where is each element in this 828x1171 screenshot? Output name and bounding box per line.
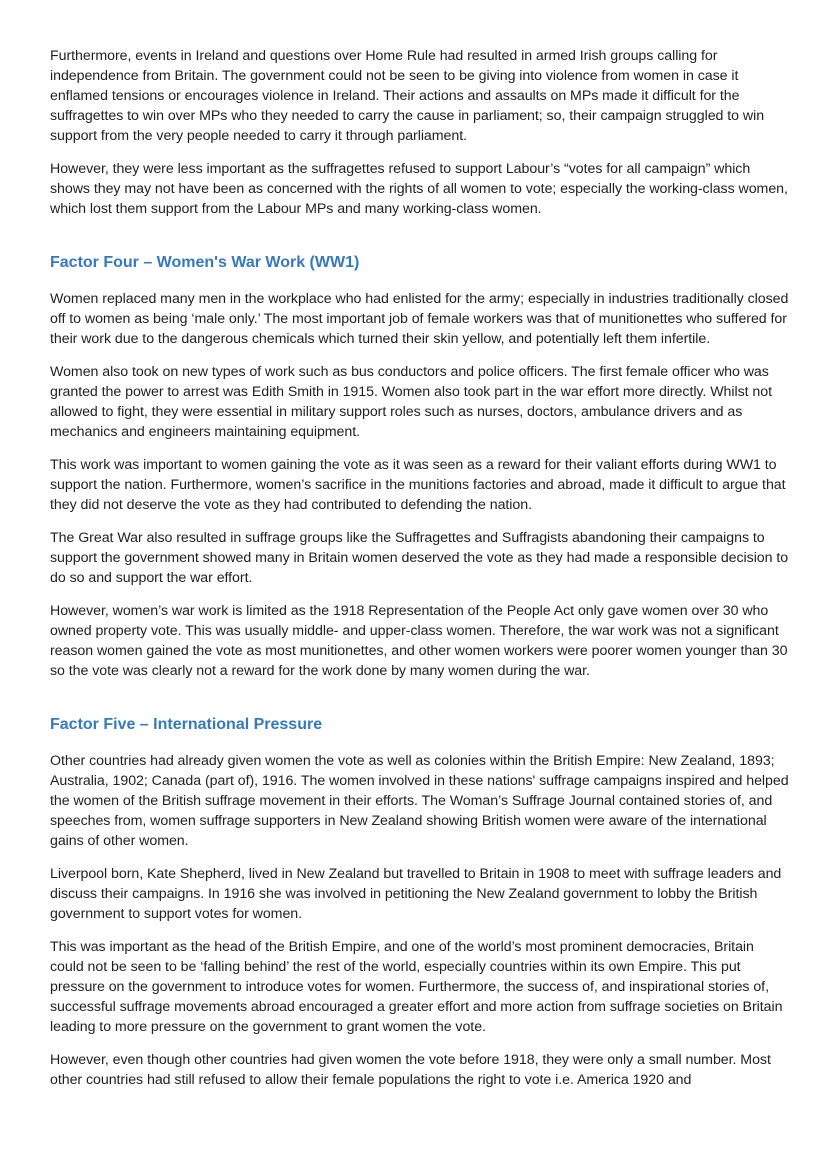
paragraph-kate-shepherd: Liverpool born, Kate Shepherd, lived in New Zealand but travelled to Britain in 1908 to meet with suffrage leaders and discuss their campaigns. In 1916 she was involved in petitioning the New Zealand government to lobby the British government to support votes for women. <box>50 866 782 922</box>
paragraph-small-number: However, even though other countries had given women the vote before 1918, they were only a small number. Most other countries had still refused to allow their female populations the right to vote i.e. America 1920 and <box>50 1052 771 1088</box>
paragraph-ireland-home-rule: Furthermore, events in Ireland and questions over Home Rule had resulted in armed Irish groups calling for independence from Britain. The government could not be seen to be giving into violence from women in case it enflamed tensions or encourages violence in Ireland. Their actions and assaults on MPs made it difficult for the suffragettes to win over MPs who they needed to carry the cause in parliament; so, their campaign struggled to win support from the very people needed to carry it through parliament. <box>50 48 765 144</box>
paragraph-labour-campaign: However, they were less important as the suffragettes refused to support Labour’s “votes for all campaign” which shows they may not have been as concerned with the rights of all women to vote; especially the working-class women, which lost them support from the Labour MPs and many working-class women. <box>50 161 788 217</box>
paragraph-great-war-suffrage-groups: The Great War also resulted in suffrage groups like the Suffragettes and Suffragists abandoning their campaigns to support the government showed many in Britain women deserved the vote as they had made a responsible decision to do so and support the war effort. <box>50 530 789 586</box>
paragraph-other-countries-vote: Other countries had already given women the vote as well as colonies within the British Empire: New Zealand, 1893; Australia, 1902; Canada (part of), 1916. The women involved in these nations' suffrage campaigns inspired and helped the women of the British suffrage movement in their efforts. The Woman’s Suffrage Journal contained stories of, and speeches from, women suffrage supporters in New Zealand showing British women were aware of the international gains of other women. <box>50 753 789 849</box>
paragraph-new-types-of-work: Women also took on new types of work such as bus conductors and police officers. The first female officer who was granted the power to arrest was Edith Smith in 1915. Women also took part in the war effort more directly. Whilst not allowed to fight, they were essential in military support roles such as nurses, doctors, ambulance drivers and as mechanics and engineers maintaining equipment. <box>50 364 772 440</box>
paragraph-women-replaced-men: Women replaced many men in the workplace who had enlisted for the army; especially in industries traditionally closed off to women as being ‘male only.’ The most important job of female workers was that of munitionettes who suffered for their work due to the dangerous chemicals which turned their skin yellow, and potentially left them infertile. <box>50 291 789 347</box>
paragraph-falling-behind: This was important as the head of the British Empire, and one of the world’s most prominent democracies, Britain could not be seen to be ‘falling behind’ the rest of the world, especially countries within its own Empire. This put pressure on the government to introduce votes for women. Furthermore, the success of, and inspirational stories of, successful suffrage movements abroad encouraged a greater effort and more action from suffrage societies on Britain leading to more pressure on the government to grant women the vote. <box>50 939 783 1035</box>
section-heading-factor-five: Factor Five – International Pressure <box>50 716 323 733</box>
paragraph-war-work-limited: However, women’s war work is limited as the 1918 Representation of the People Act only gave women over 30 who owned property vote. This was usually middle- and upper-class women. Therefore, the war work was not a significant reason women gained the vote as most munitionettes, and other women workers were poorer women younger than 30 so the vote was clearly not a reward for the work done by many women during the war. <box>50 603 788 679</box>
paragraph-work-important-reward: This work was important to women gaining the vote as it was seen as a reward for their valiant efforts during WW1 to support the nation. Furthermore, women’s sacrifice in the munitions factories and abroad, made it difficult to argue that they did not deserve the vote as they had contributed to defending the nation. <box>50 457 786 513</box>
section-heading-factor-four: Factor Four – Women's War Work (WW1) <box>50 254 360 271</box>
